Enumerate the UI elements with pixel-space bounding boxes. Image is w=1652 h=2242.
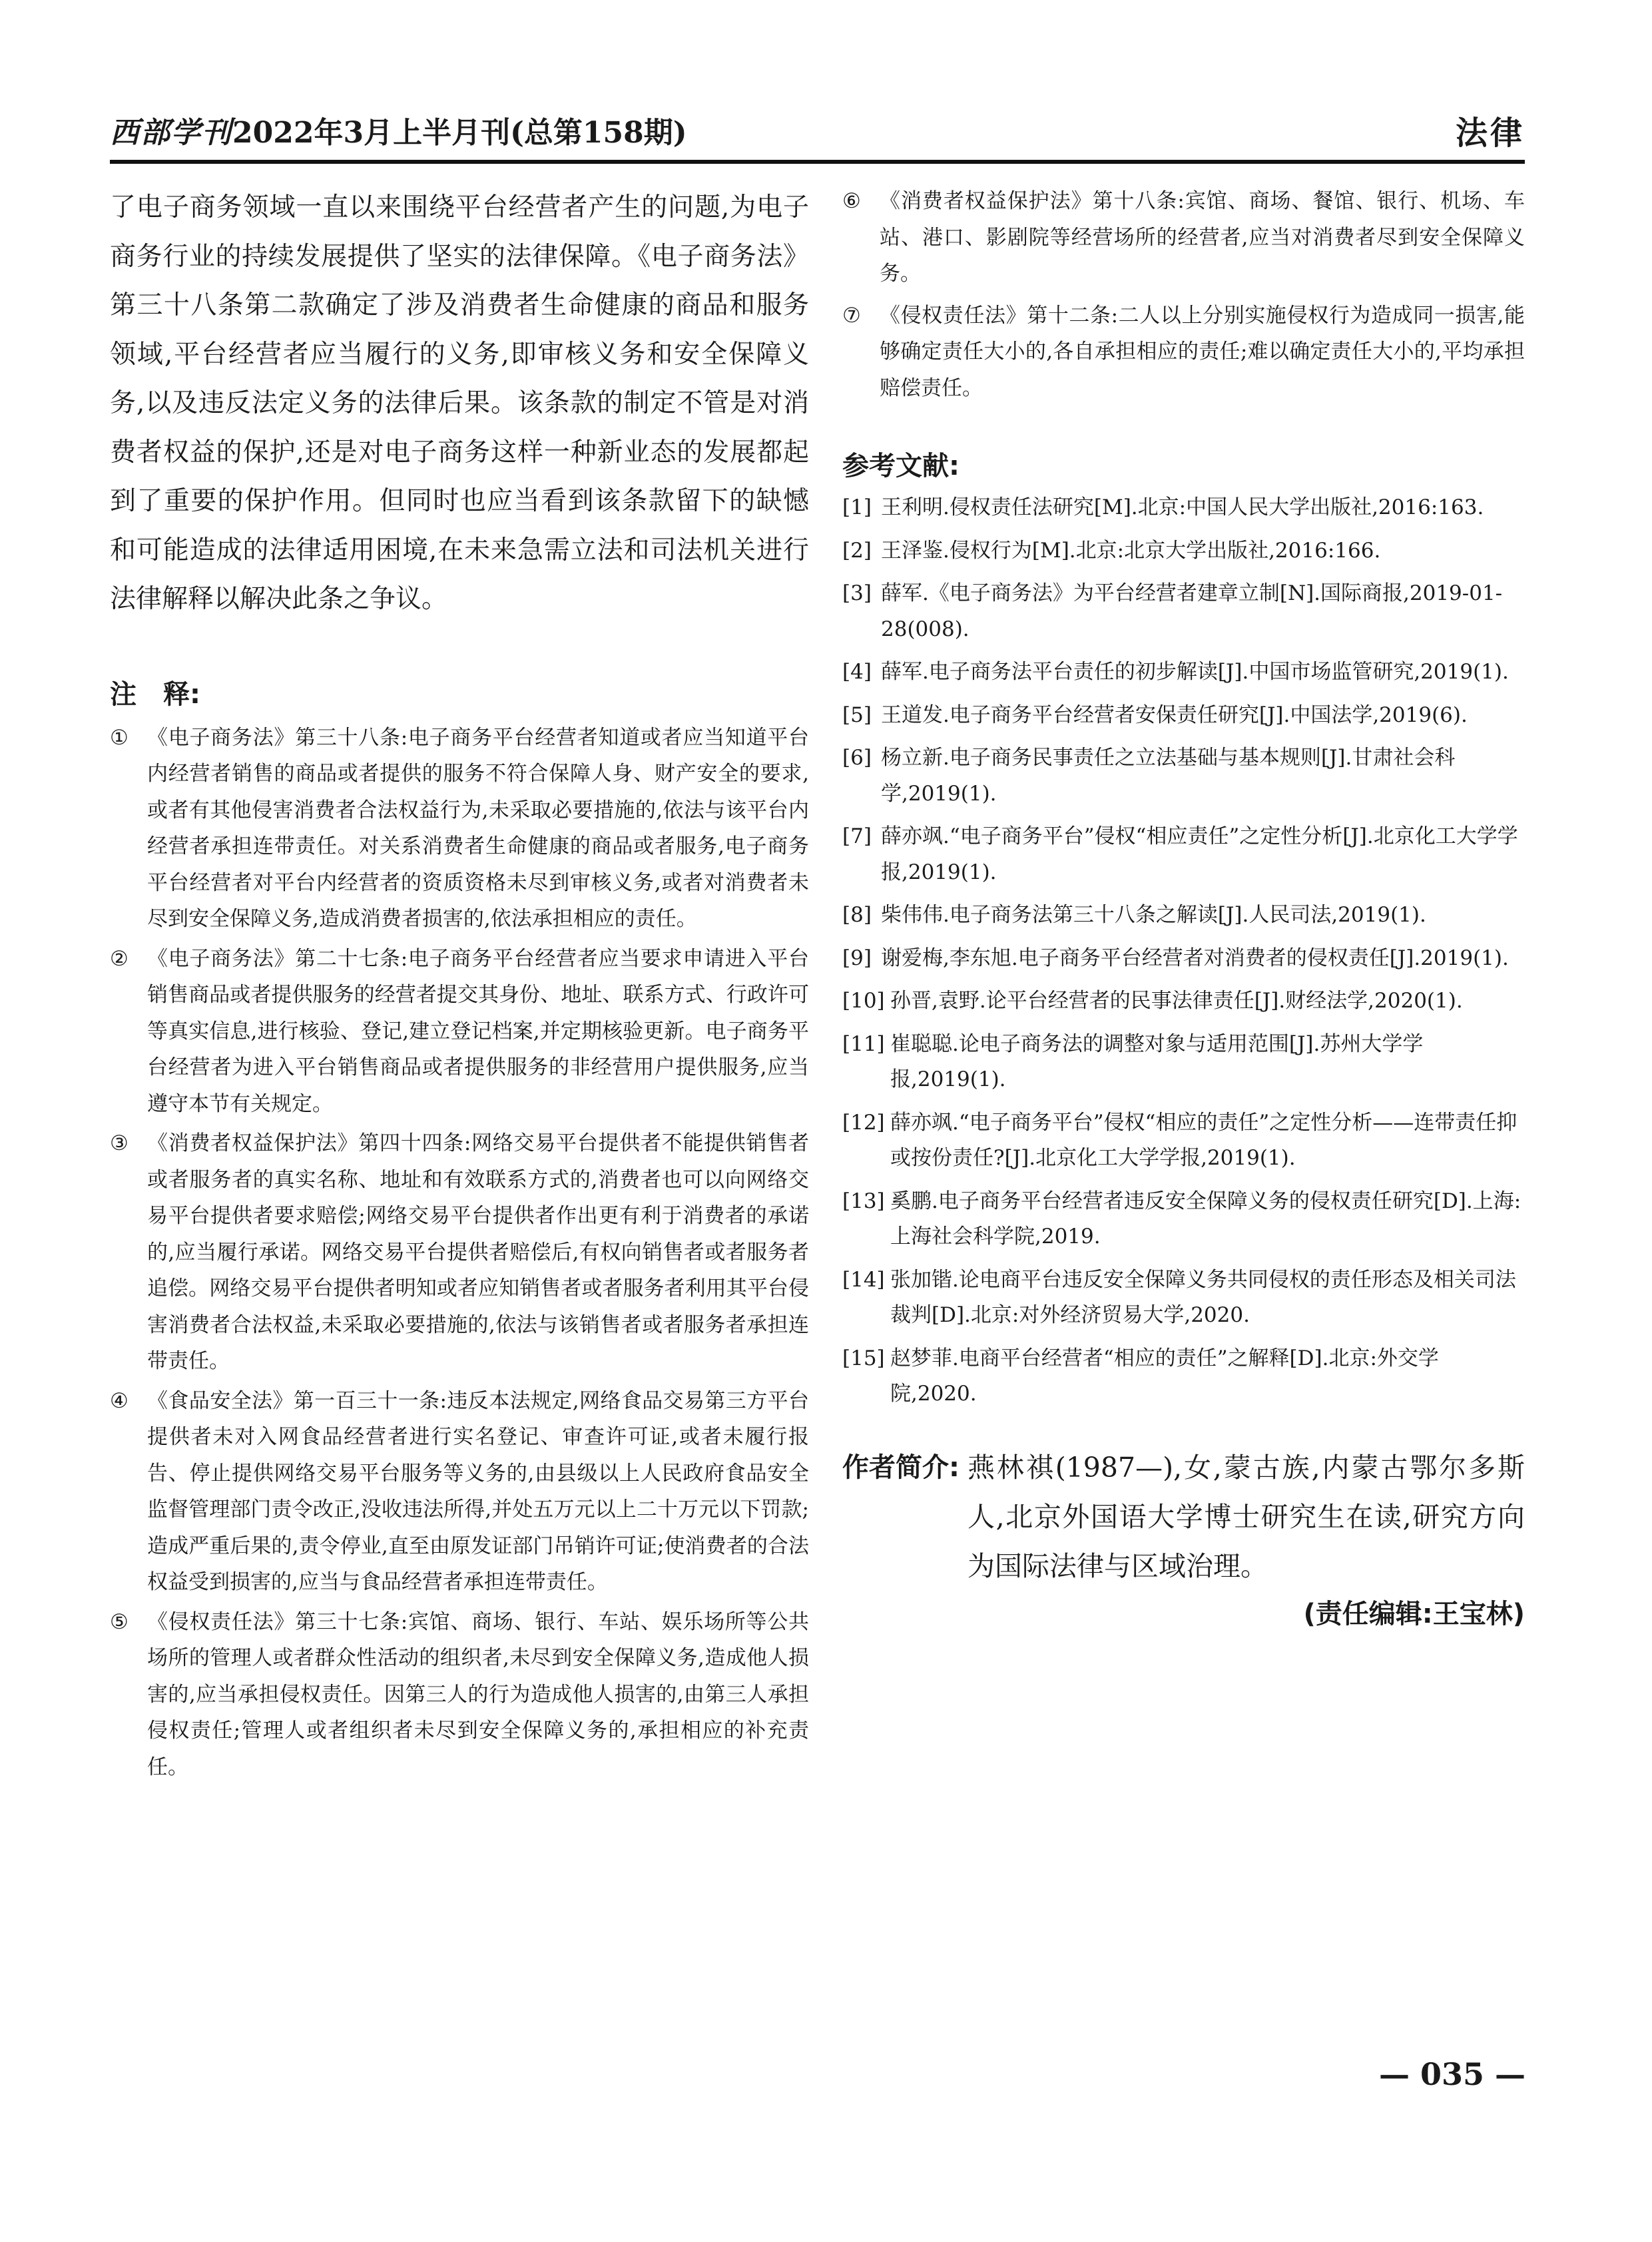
author-text: 燕林祺(1987—),女,蒙古族,内蒙古鄂尔多斯人,北京外国语大学博士研究生在读,研究方向为国际法律与区域治理。	[967, 1451, 1525, 1582]
reference-item	[842, 490, 1525, 526]
reference-number: [4]	[842, 660, 872, 684]
note-number: ③	[110, 1131, 129, 1155]
reference-item	[842, 698, 1525, 734]
reference-number: [1]	[842, 495, 872, 519]
note-number: ⑦	[842, 303, 861, 328]
reference-number: [13]	[842, 1189, 885, 1213]
reference-number: [9]	[842, 946, 872, 970]
reference-item	[842, 1341, 1525, 1412]
section-name: 法律	[1455, 115, 1525, 152]
reference-item	[842, 655, 1525, 691]
reference-number: [8]	[842, 903, 872, 927]
note-item	[110, 941, 809, 1123]
reference-item	[842, 533, 1525, 569]
note-text: 《侵权责任法》第十二条:二人以上分别实施侵权行为造成同一损害,能够确定责任大小的,各自承担相应的责任;难以确定责任大小的,平均承担赔偿责任。	[880, 303, 1525, 400]
author-label: 作者简介:	[842, 1452, 960, 1483]
note-number: ①	[110, 725, 129, 750]
note-item	[110, 1383, 809, 1601]
header-rule	[110, 160, 1525, 164]
reference-item	[842, 1027, 1525, 1098]
reference-number: [14]	[842, 1267, 885, 1292]
note-text: 《侵权责任法》第三十七条:宾馆、商场、银行、车站、娱乐场所等公共场所的管理人或者群众性活动的组织者,未尽到安全保障义务,造成他人损害的,应当承担侵权责任。因第三人的行为造成他人损害的,由第三人承担侵权责任;管理人或者组织者未尽到安全保障义务的,承担相应的补充责任。	[147, 1609, 809, 1779]
reference-item	[842, 1105, 1525, 1177]
note-number: ④	[110, 1388, 129, 1413]
reference-number: [2]	[842, 538, 872, 563]
references-list	[842, 490, 1525, 1412]
references-title: 参考文献:	[842, 451, 960, 481]
right-column	[842, 183, 1525, 1637]
reference-item	[842, 983, 1525, 1019]
reference-text: 薛亦飒.“电子商务平台”侵权“相应的责任”之定性分析——连带责任抑或按份责任?[J].北京化工大学学报,2019(1).	[890, 1110, 1517, 1170]
notes-list	[110, 720, 809, 1786]
reference-number: [5]	[842, 702, 872, 727]
note-text: 《电子商务法》第三十八条:电子商务平台经营者知道或者应当知道平台内经营者销售的商品或者提供的服务不符合保障人身、财产安全的要求,或者有其他侵害消费者合法权益行为,未采取必要措施的,依法与该平台内经营者承担连带责任。对关系消费者生命健康的商品或者服务,电子商务平台经营者对平台内经营者的资质资格未尽到审核义务,或者对消费者未尽到安全保障义务,造成消费者损害的,依法承担相应的责任。	[147, 725, 809, 931]
note-number: ⑤	[110, 1609, 129, 1634]
header-left	[110, 113, 687, 153]
note-text: 《电子商务法》第二十七条:电子商务平台经营者应当要求申请进入平台销售商品或者提供服务的经营者提交其身份、地址、联系方式、行政许可等真实信息,进行核验、登记,建立登记档案,并定期核验更新。电子商务平台经营者为进入平台销售商品或者提供服务的非经营用户提供服务,应当遵守本节有关规定。	[147, 946, 809, 1116]
reference-item	[842, 1262, 1525, 1334]
note-text: 《消费者权益保护法》第十八条:宾馆、商场、餐馆、银行、机场、车站、港口、影剧院等经营场所的经营者,应当对消费者尽到安全保障义务。	[880, 189, 1525, 286]
reference-number: [15]	[842, 1346, 885, 1370]
page-number: — 035 —	[1378, 2056, 1525, 2092]
responsible-editor: (责任编辑:王宝林)	[1303, 1598, 1525, 1629]
reference-text: 谢爱梅,李东旭.电子商务平台经营者对消费者的侵权责任[J].2019(1).	[881, 946, 1509, 970]
reference-text: 王利明.侵权责任法研究[M].北京:中国人民大学出版社,2016:163.	[881, 495, 1484, 519]
reference-item	[842, 819, 1525, 890]
reference-text: 赵梦菲.电商平台经营者“相应的责任”之解释[D].北京:外交学院,2020.	[890, 1346, 1439, 1406]
reference-text: 张加锴.论电商平台违反安全保障义务共同侵权的责任形态及相关司法裁判[D].北京:对外经济贸易大学,2020.	[890, 1267, 1516, 1327]
reference-text: 崔聪聪.论电子商务法的调整对象与适用范围[J].苏州大学学报,2019(1).	[890, 1031, 1424, 1091]
running-header	[110, 113, 1525, 153]
reference-text: 王泽鉴.侵权行为[M].北京:北京大学出版社,2016:166.	[881, 538, 1381, 563]
note-item	[842, 183, 1525, 292]
reference-text: 杨立新.电子商务民事责任之立法基础与基本规则[J].甘肃社会科学,2019(1).	[881, 746, 1456, 806]
reference-text: 薛亦飒.“电子商务平台”侵权“相应责任”之定性分析[J].北京化工大学学报,2019(1).	[881, 824, 1518, 884]
issue-info: 2022年3月上半月刊(总第158期)	[232, 116, 687, 150]
reference-text: 柴伟伟.电子商务法第三十八条之解读[J].人民司法,2019(1).	[881, 903, 1426, 927]
note-number: ②	[110, 946, 129, 971]
reference-number: [3]	[842, 581, 872, 605]
reference-item	[842, 740, 1525, 812]
reference-text: 孙晋,袁野.论平台经营者的民事法律责任[J].财经法学,2020(1).	[890, 989, 1463, 1013]
note-item	[842, 298, 1525, 407]
notes-list-continued	[842, 183, 1525, 406]
note-item	[110, 720, 809, 938]
journal-name: 西部学刊	[110, 116, 232, 150]
reference-text: 王道发.电子商务平台经营者安保责任研究[J].中国法学,2019(6).	[881, 702, 1468, 727]
reference-number: [12]	[842, 1110, 885, 1135]
reference-item	[842, 1184, 1525, 1255]
notes-title: 注 释:	[110, 679, 200, 710]
reference-text: 薛军.电子商务法平台责任的初步解读[J].中国市场监管研究,2019(1).	[881, 660, 1509, 684]
note-number: ⑥	[842, 189, 861, 213]
reference-item	[842, 898, 1525, 934]
note-text: 《消费者权益保护法》第四十四条:网络交易平台提供者不能提供销售者或者服务者的真实名称、地址和有效联系方式的,消费者也可以向网络交易平台提供者要求赔偿;网络交易平台提供者作出更有利于消费者的承诺的,应当履行承诺。网络交易平台提供者赔偿后,有权向销售者或者服务者追偿。网络交易平台提供者明知或者应知销售者或者服务者利用其平台侵害消费者合法权益,未采取必要措施的,依法与该销售者或者服务者承担连带责任。	[147, 1131, 809, 1373]
reference-number: [11]	[842, 1031, 885, 1056]
reference-item	[842, 576, 1525, 647]
reference-item	[842, 941, 1525, 977]
left-column	[110, 183, 809, 1785]
note-item-continued	[110, 1604, 809, 1786]
note-text: 《食品安全法》第一百三十一条:违反本法规定,网络食品交易第三方平台提供者未对入网食品经营者进行实名登记、审查许可证,或者未履行报告、停止提供网络交易平台服务等义务的,由县级以上人民政府食品安全监督管理部门责令改正,没收违法所得,并处五万元以上二十万元以下罚款;造成严重后果的,责令停业,直至由原发证部门吊销许可证;使消费者的合法权益受到损害的,应当与食品经营者承担连带责任。	[147, 1388, 809, 1594]
reference-text: 奚鹏.电子商务平台经营者违反安全保障义务的侵权责任研究[D].上海:上海社会科学院,2019.	[890, 1189, 1521, 1249]
reference-number: [6]	[842, 746, 872, 770]
author-bio	[842, 1443, 1525, 1591]
body-paragraph: 了电子商务领域一直以来围绕平台经营者产生的问题,为电子商务行业的持续发展提供了坚实的法律保障。《电子商务法》第三十八条第二款确定了涉及消费者生命健康的商品和服务领域,平台经营者应当履行的义务,即审核义务和安全保障义务,以及违反法定义务的法律后果。该条款的制定不管是对消费者权益的保护,还是对电子商务这样一种新业态的发展都起到了重要的保护作用。但同时也应当看到该条款留下的缺憾和可能造成的法律适用困境,在未来急需立法和司法机关进行法律解释以解决此条之争议。	[110, 192, 809, 614]
reference-text: 薛军.《电子商务法》为平台经营者建章立制[N].国际商报,2019-01-28(008).	[881, 581, 1503, 641]
reference-number: [10]	[842, 989, 885, 1013]
note-item	[110, 1125, 809, 1380]
reference-number: [7]	[842, 824, 872, 848]
